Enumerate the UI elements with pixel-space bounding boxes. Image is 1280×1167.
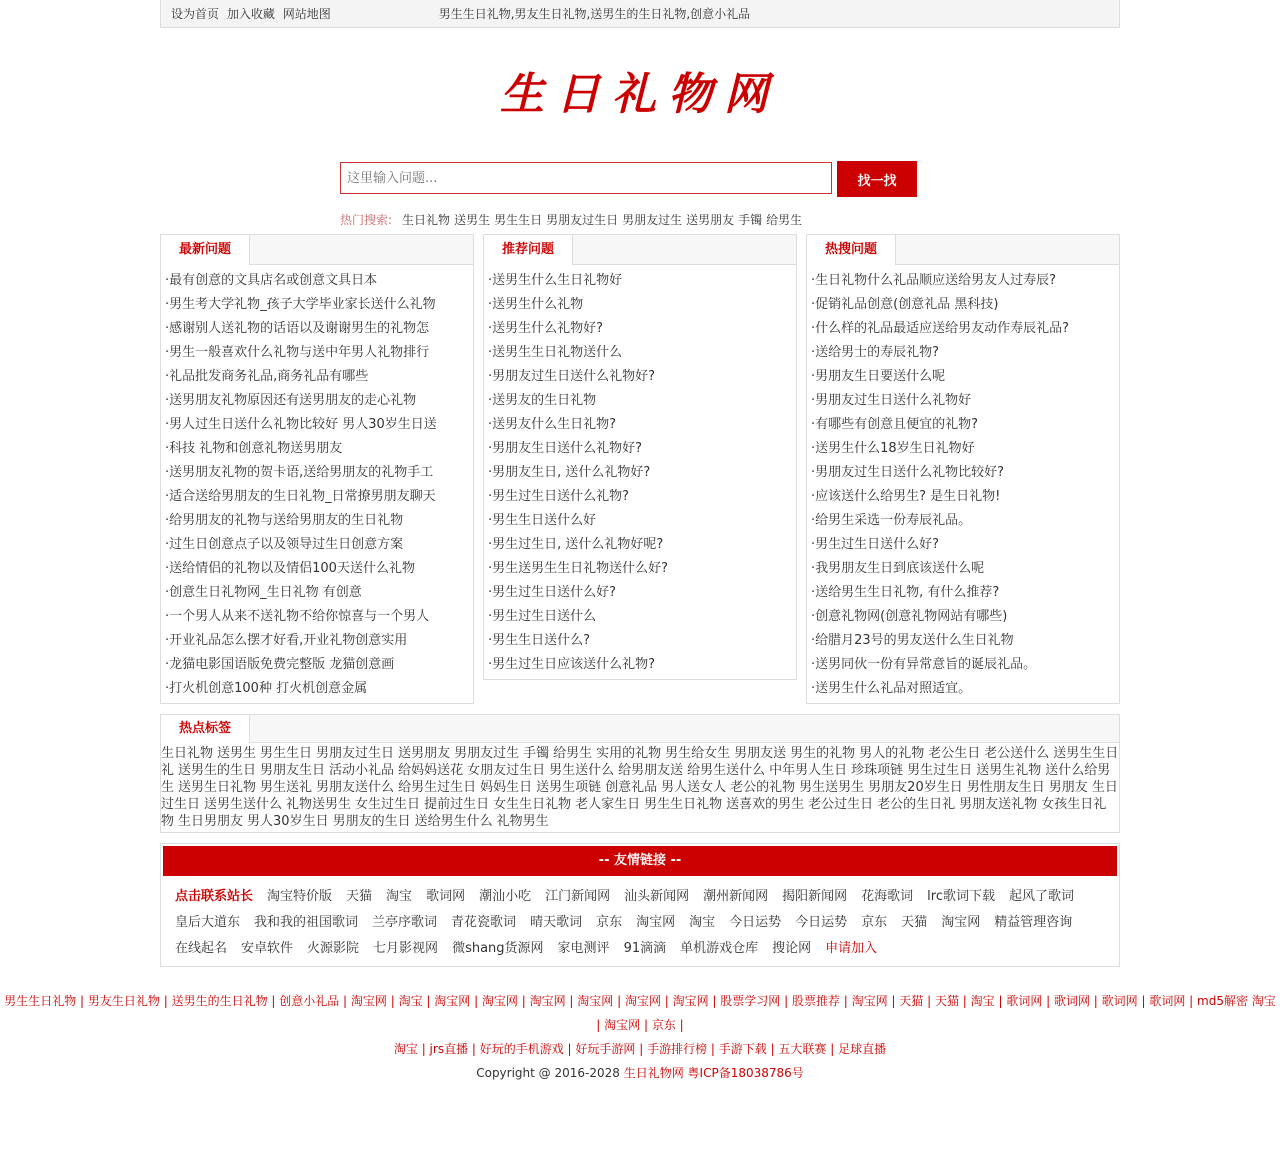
friend-link[interactable]: 天猫: [901, 915, 928, 930]
add-favorite-link[interactable]: 加入收藏: [226, 7, 275, 21]
hot-tag[interactable]: 男朋友过生日: [316, 746, 395, 761]
question-item[interactable]: ·男朋友生日要送什么呢: [811, 369, 946, 384]
question-item[interactable]: ·男生过生日, 送什么礼物好呢?: [488, 537, 664, 552]
friend-link[interactable]: 京东: [861, 915, 888, 930]
friend-link[interactable]: 起风了歌词: [1009, 889, 1075, 904]
question-item[interactable]: ·开业礼品怎么摆才好看,开业礼物创意实用: [165, 633, 408, 648]
question-item[interactable]: ·男朋友生日送什么礼物好?: [488, 441, 643, 456]
hot-tag[interactable]: 老公的礼物: [730, 780, 796, 795]
question-item[interactable]: ·我男朋友生日到底该送什么呢: [811, 561, 985, 576]
question-item[interactable]: ·送男生什么生日礼物好: [488, 273, 623, 288]
hot-tag[interactable]: 妈妈生日: [480, 780, 533, 795]
question-item[interactable]: ·男生一般喜欢什么礼物与送中年男人礼物排行: [165, 345, 430, 360]
question-item[interactable]: ·送男友的生日礼物: [488, 393, 597, 408]
friend-link[interactable]: 揭阳新闻网: [782, 889, 848, 904]
footer-links-line-2[interactable]: 淘宝 | jrs直播 | 好玩的手机游戏 | 好玩手游网 | 手游排行榜 | 手游下载 | 五大联赛 | 足球直播: [393, 1042, 887, 1056]
hot-tag[interactable]: 男朋友 生日过生日: [161, 780, 1118, 812]
friend-link[interactable]: 微shang货源网: [452, 941, 544, 956]
question-item[interactable]: ·送男生什么18岁生日礼物好: [811, 441, 975, 456]
hot-search-label: 热门搜索:: [340, 212, 393, 227]
friend-link[interactable]: 晴天歌词: [530, 915, 583, 930]
question-item[interactable]: ·龙猫电影国语版免费完整版 龙猫创意画: [165, 657, 395, 672]
hot-tag[interactable]: 男朋友生日: [260, 763, 326, 778]
question-item[interactable]: ·打火机创意100种 打火机创意金属: [165, 681, 368, 696]
hot-tag[interactable]: 给男朋友送: [618, 763, 684, 778]
question-item[interactable]: ·适合送给男朋友的生日礼物_日常撩男朋友聊天: [165, 489, 436, 504]
hot-tag[interactable]: 生日男朋友: [178, 814, 244, 829]
logo-text: 生日礼物网: [500, 69, 780, 120]
question-item[interactable]: ·创意生日礼物网_生日礼物 有创意: [165, 585, 362, 600]
hot-search: [160, 198, 1120, 234]
question-item[interactable]: ·送给男生生日礼物, 有什么推荐?: [811, 585, 1000, 600]
hot-tag[interactable]: 男人30岁生日: [247, 814, 329, 829]
column-header: [161, 235, 473, 265]
question-item[interactable]: ·给腊月23号的男友送什么生日礼物: [811, 633, 1014, 648]
question-item[interactable]: ·过生日创意点子以及领导过生日创意方案: [165, 537, 404, 552]
question-item[interactable]: ·感谢别人送礼物的话语以及谢谢男生的礼物怎: [165, 321, 430, 336]
hot-tag[interactable]: 珍珠项链: [851, 763, 904, 778]
hot-tag[interactable]: 送什么给男生: [161, 763, 1111, 795]
question-item[interactable]: ·促销礼品创意(创意礼品 黑科技): [811, 297, 999, 312]
friend-link[interactable]: 淘宝特价版: [267, 889, 333, 904]
friend-link[interactable]: 汕头新闻网: [624, 889, 690, 904]
hot-tag[interactable]: 男朋友的生日: [332, 814, 411, 829]
hot-tag[interactable]: 男性朋友生日: [966, 780, 1045, 795]
friend-link[interactable]: 歌词网: [426, 889, 466, 904]
question-item[interactable]: ·男朋友过生日送什么礼物好: [811, 393, 972, 408]
hot-tag[interactable]: 女朋友过生日: [467, 763, 546, 778]
friend-link[interactable]: 七月影视网: [373, 941, 439, 956]
friend-link[interactable]: 淘宝网: [636, 915, 676, 930]
hot-tag[interactable]: 男生给女生: [665, 746, 731, 761]
hot-tag[interactable]: 给男生过生日: [398, 780, 477, 795]
search-bar: [160, 162, 1120, 198]
hot-tag[interactable]: 男生的礼物: [790, 746, 856, 761]
question-column: [160, 234, 474, 704]
friend-link[interactable]: 今日运势: [795, 915, 848, 930]
hot-tag[interactable]: 送男生的生日: [178, 763, 257, 778]
copyright-site-link[interactable]: 生日礼物网 粤ICP备18038786号: [623, 1066, 804, 1080]
hot-tag[interactable]: 女生过生日: [355, 797, 421, 812]
column-header: [807, 235, 1119, 265]
question-item[interactable]: ·男朋友过生日送什么礼物好?: [488, 369, 656, 384]
question-item[interactable]: ·男生过生日送什么礼物?: [488, 489, 630, 504]
hot-tag[interactable]: 提前过生日: [424, 797, 490, 812]
friend-link[interactable]: 花海歌词: [861, 889, 914, 904]
search-button[interactable]: 找一找: [837, 161, 917, 197]
hot-tag[interactable]: 给妈妈送花: [398, 763, 464, 778]
hot-tag[interactable]: 女孩生日礼物: [161, 797, 1107, 829]
question-item[interactable]: ·男生考大学礼物_孩子大学毕业家长送什么礼物: [165, 297, 436, 312]
hot-tag[interactable]: 送男生项链: [536, 780, 602, 795]
hot-tag[interactable]: 中年男人生日: [769, 763, 848, 778]
hot-tag[interactable]: 男人的礼物: [859, 746, 925, 761]
question-item[interactable]: ·送给情侣的礼物以及情侣100天送什么礼物: [165, 561, 415, 576]
question-item[interactable]: ·礼品批发商务礼品,商务礼品有哪些: [165, 369, 369, 384]
hot-tags-panel: [160, 714, 1120, 833]
contact-admin-link[interactable]: 点击联系站长: [175, 889, 254, 904]
hot-tag[interactable]: 送男生送什么: [204, 797, 283, 812]
question-item[interactable]: ·送男友什么生日礼物?: [488, 417, 617, 432]
question-item[interactable]: ·男朋友过生日送什么礼物比较好?: [811, 465, 1005, 480]
column-header: [484, 235, 796, 265]
hot-tag[interactable]: 女生生日礼物: [493, 797, 572, 812]
hot-tags-list: [161, 743, 1119, 832]
hot-tag[interactable]: 活动小礼品: [329, 763, 395, 778]
hot-tag[interactable]: 老人家生日: [575, 797, 641, 812]
friend-link[interactable]: 91滴滴: [623, 941, 667, 956]
friend-link[interactable]: 我和我的祖国歌词: [254, 915, 359, 930]
hot-tag[interactable]: 男生送男生: [799, 780, 865, 795]
question-item[interactable]: ·有哪些有创意且便宜的礼物?: [811, 417, 979, 432]
hot-search-item[interactable]: 生日礼物: [402, 212, 451, 227]
question-item[interactable]: ·送男生什么礼品对照适宜。: [811, 681, 972, 696]
question-item[interactable]: ·送男生什么礼物好?: [488, 321, 604, 336]
friend-links-title: -- 友情链接 --: [163, 846, 1117, 876]
friend-links-list: [161, 878, 1119, 966]
question-item[interactable]: ·科技 礼物和创意礼物送男朋友: [165, 441, 343, 456]
friend-link[interactable]: 江门新闻网: [545, 889, 611, 904]
question-item[interactable]: ·男生过生日送什么好?: [811, 537, 940, 552]
friend-link[interactable]: 搜论网: [772, 941, 812, 956]
friend-link[interactable]: 青花瓷歌词: [451, 915, 517, 930]
footer-links-line-1[interactable]: 男生生日礼物 | 男友生日礼物 | 送男生的生日礼物 | 创意小礼品 | 淘宝网 | 淘宝 | 淘宝网 | 淘宝网 | 淘宝网 | 淘宝网 | 淘宝网 | 淘宝网 | 股票学习网 | 股票推荐 | 淘宝网 | 天猫 | 天猫 | 淘宝 | 歌词网 | 歌词网 | 歌词网 | 歌词网 | md5解密 淘宝 | 淘宝网 | 京东 |: [4, 994, 1276, 1032]
hot-tag[interactable]: 送男生日礼物: [178, 780, 257, 795]
hot-tag[interactable]: 男人送女人: [661, 780, 727, 795]
question-item[interactable]: ·什么样的礼品最适应送给男友动作寿辰礼品?: [811, 321, 1070, 336]
friend-link[interactable]: 淘宝: [689, 915, 716, 930]
hot-search-item[interactable]: 男朋友过生: [622, 212, 683, 227]
hot-tag[interactable]: 给男生: [553, 746, 593, 761]
top-links: [171, 5, 335, 22]
question-item[interactable]: ·给男生采选一份寿辰礼品。: [811, 513, 972, 528]
question-item[interactable]: ·男朋友生日, 送什么礼物好?: [488, 465, 651, 480]
hot-search-item[interactable]: 送男生: [454, 212, 491, 227]
hot-tag[interactable]: 男朋友送礼物: [959, 797, 1038, 812]
copyright: [0, 1061, 1280, 1085]
question-item[interactable]: ·男生过生日送什么好?: [488, 585, 617, 600]
hot-tag[interactable]: 给男生送什么: [687, 763, 766, 778]
question-list: [484, 265, 796, 679]
friend-link[interactable]: 潮州新闻网: [703, 889, 769, 904]
question-item[interactable]: ·一个男人从来不送礼物不给你惊喜与一个男人: [165, 609, 430, 624]
hot-tags-header: [161, 715, 1119, 743]
hot-search-item[interactable]: 给男生: [766, 212, 803, 227]
question-item[interactable]: ·送男朋友礼物原因还有送男朋友的走心礼物: [165, 393, 417, 408]
question-column: [806, 234, 1120, 704]
copyright-text: Copyright @ 2016-2028: [476, 1066, 620, 1080]
friend-link[interactable]: 皇后大道东: [175, 915, 241, 930]
question-columns: [160, 234, 1120, 704]
hot-tag[interactable]: 老公送什么: [984, 746, 1050, 761]
friend-link[interactable]: 今日运势: [729, 915, 782, 930]
column-title: 最新问题: [161, 235, 250, 265]
apply-link[interactable]: 申请加入: [825, 941, 878, 956]
set-homepage-link[interactable]: 设为首页: [171, 7, 220, 21]
hot-tag[interactable]: 送给男生什么: [414, 814, 493, 829]
friend-link[interactable]: 家电测评: [557, 941, 610, 956]
hot-tags-title: 热点标签: [161, 715, 250, 743]
hot-tag[interactable]: 送男生: [217, 746, 257, 761]
sitemap-link[interactable]: 网站地图: [282, 7, 331, 21]
hot-tag[interactable]: 男朋友送: [734, 746, 787, 761]
friend-link[interactable]: 潮汕小吃: [479, 889, 532, 904]
hot-tag[interactable]: 男生送什么: [549, 763, 615, 778]
question-column: [483, 234, 797, 680]
hot-tag[interactable]: 生日礼物: [161, 746, 214, 761]
friend-link[interactable]: 火源影院: [307, 941, 360, 956]
friend-link[interactable]: 精益管理咨询: [994, 915, 1073, 930]
question-item[interactable]: ·送男同伙一份有异常意旨的诞辰礼品。: [811, 657, 1037, 672]
footer-links: [0, 989, 1280, 1061]
friend-links-panel: [160, 843, 1120, 967]
friend-link[interactable]: lrc歌词下载: [927, 889, 995, 904]
hot-tag[interactable]: 手镯: [523, 746, 550, 761]
question-item[interactable]: ·送男朋友礼物的贺卡语,送给男朋友的礼物手工: [165, 465, 434, 480]
question-item[interactable]: ·男生送男生生日礼物送什么好?: [488, 561, 669, 576]
hot-tag[interactable]: 礼物男生: [496, 814, 549, 829]
question-item[interactable]: ·男生生日送什么?: [488, 633, 591, 648]
hot-tag[interactable]: 送男生生日礼: [161, 746, 1119, 778]
friend-link[interactable]: 安卓软件: [241, 941, 294, 956]
friend-link[interactable]: 单机游戏仓库: [680, 941, 759, 956]
hot-tag[interactable]: 男生生日: [260, 746, 313, 761]
question-item[interactable]: ·男生过生日送什么: [488, 609, 597, 624]
column-title: 热搜问题: [807, 235, 896, 265]
question-item[interactable]: ·最有创意的文具店名或创意文具日本: [165, 273, 378, 288]
hot-tag[interactable]: 创意礼品: [605, 780, 658, 795]
hot-tag[interactable]: 老公生日: [928, 746, 981, 761]
question-item[interactable]: ·创意礼物网(创意礼物网站有哪些): [811, 609, 1008, 624]
hot-search-item[interactable]: 手镯: [738, 212, 763, 227]
hot-tag[interactable]: 男生过生日: [907, 763, 973, 778]
question-item[interactable]: ·男人过生日送什么礼物比较好 男人30岁生日送: [165, 417, 437, 432]
hot-tag[interactable]: 老公的生日礼: [877, 797, 956, 812]
hot-tag[interactable]: 送喜欢的男生: [726, 797, 805, 812]
friend-link[interactable]: 淘宝网: [941, 915, 981, 930]
top-bar: [160, 0, 1120, 28]
friend-link[interactable]: 在线起名: [175, 941, 228, 956]
friend-link[interactable]: 京东: [596, 915, 623, 930]
hot-tag[interactable]: 老公过生日: [808, 797, 874, 812]
hot-search-item[interactable]: 送男朋友: [686, 212, 735, 227]
friend-link[interactable]: 天猫: [346, 889, 373, 904]
question-item[interactable]: ·男生过生日应该送什么礼物?: [488, 657, 656, 672]
hot-tag[interactable]: 男朋友送什么: [316, 780, 395, 795]
hot-tag[interactable]: 男生送礼: [260, 780, 313, 795]
hot-tag[interactable]: 实用的礼物: [596, 746, 662, 761]
question-item[interactable]: ·送给男士的寿辰礼物?: [811, 345, 940, 360]
question-list: [161, 265, 473, 703]
hot-tag[interactable]: 男朋友20岁生日: [868, 780, 963, 795]
site-logo[interactable]: [160, 28, 1120, 162]
hot-tag[interactable]: 男生生日礼物: [644, 797, 723, 812]
question-item[interactable]: ·生日礼物什么礼品顺应送给男友人过寿辰?: [811, 273, 1057, 288]
question-item[interactable]: ·应该送什么给男生? 是生日礼物!: [811, 489, 1001, 504]
hot-tag[interactable]: 送男朋友: [398, 746, 451, 761]
hot-tag[interactable]: 礼物送男生: [286, 797, 352, 812]
search-input[interactable]: [340, 162, 832, 194]
hot-search-item[interactable]: 男生生日: [494, 212, 543, 227]
column-title: 推荐问题: [484, 235, 573, 265]
hot-tag[interactable]: 送男生礼物: [976, 763, 1042, 778]
question-item[interactable]: ·送男生什么礼物: [488, 297, 584, 312]
question-list: [807, 265, 1119, 703]
friend-link[interactable]: 淘宝: [386, 889, 413, 904]
hot-tag[interactable]: 男朋友过生: [454, 746, 520, 761]
question-item[interactable]: ·给男朋友的礼物与送给男朋友的生日礼物: [165, 513, 404, 528]
question-item[interactable]: ·送男生生日礼物送什么: [488, 345, 623, 360]
site-tagline: 男生生日礼物,男友生日礼物,送男生的生日礼物,创意小礼品: [438, 7, 751, 21]
hot-search-item[interactable]: 男朋友过生日: [546, 212, 619, 227]
friend-link[interactable]: 兰亭序歌词: [372, 915, 438, 930]
question-item[interactable]: ·男生生日送什么好: [488, 513, 597, 528]
